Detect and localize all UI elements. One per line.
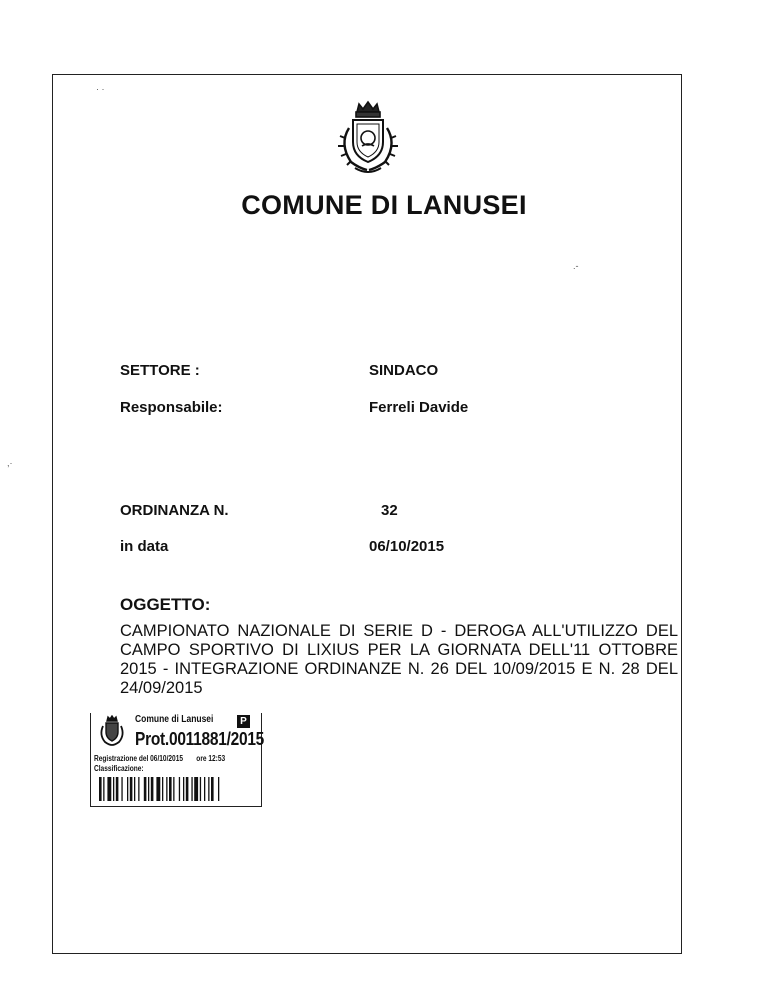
- settore-value: SINDACO: [369, 362, 439, 379]
- document-title: COMUNE DI LANUSEI: [241, 190, 527, 220]
- stamp-registration: [94, 754, 225, 763]
- data-label: in data: [120, 538, 169, 555]
- scan-speck: .-: [573, 261, 579, 271]
- time-label: ore: [196, 754, 207, 763]
- settore-label: SETTORE :: [120, 362, 200, 379]
- registration-label: Registrazione del: [94, 754, 149, 763]
- stamp-badge: P: [237, 715, 250, 728]
- stamp-comune: Comune di Lanusei: [135, 714, 214, 725]
- data-value: 06/10/2015: [369, 538, 445, 555]
- scan-speck: ,·: [7, 458, 13, 468]
- registration-time: 12:53: [208, 754, 226, 763]
- ordinanza-number: 32: [381, 502, 398, 519]
- registration-date: 06/10/2015: [150, 754, 183, 763]
- scan-speck: · ·: [96, 84, 105, 94]
- ordinanza-label: ORDINANZA N.: [120, 502, 229, 519]
- stamp-coat-of-arms-icon: [97, 715, 127, 747]
- oggetto-label: OGGETTO:: [120, 595, 211, 614]
- responsabile-value: Ferreli Davide: [369, 399, 469, 416]
- barcode-icon: [99, 777, 257, 801]
- oggetto-text: CAMPIONATO NAZIONALE DI SERIE D - DEROGA ALL'UTILIZZO DEL CAMPO SPORTIVO DI LIXIUS PER LA GIORNATA DELL'11 OTTOBRE 2015 - INTEGRAZIONE ORDINANZE N. 26 DEL 10/09/2015 E N. 28 DEL 24/09/2015: [120, 622, 678, 697]
- stamp-classification: Classificazione:: [94, 764, 144, 773]
- responsabile-label: Responsabile:: [120, 399, 223, 416]
- municipal-coat-of-arms-icon: [329, 98, 407, 180]
- stamp-protocol-number: Prot.0011881/2015: [135, 729, 265, 749]
- protocol-stamp: [90, 713, 265, 807]
